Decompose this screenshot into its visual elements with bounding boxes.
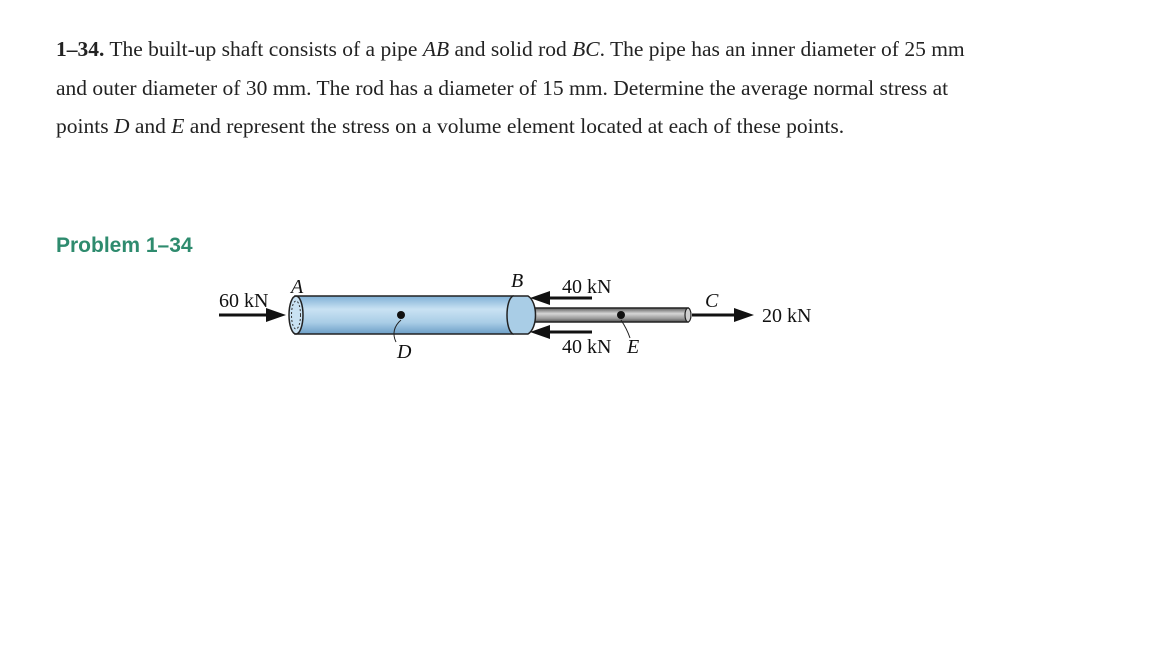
problem-number: 1–34. bbox=[56, 37, 105, 61]
problem-text-part: and solid rod bbox=[449, 37, 573, 61]
point-label-e: E bbox=[627, 336, 640, 358]
point-label-a: A bbox=[291, 276, 304, 298]
force-label-20kn: 20 kN bbox=[762, 305, 812, 327]
problem-text-part: and represent the stress on a volume element located at each of these points. bbox=[184, 114, 845, 138]
point-label-d: D bbox=[397, 341, 412, 363]
arrow-20kn bbox=[692, 308, 754, 322]
problem-var-e: E bbox=[171, 114, 185, 138]
force-label-60kn: 60 kN bbox=[219, 290, 269, 312]
problem-var-ab: AB bbox=[422, 37, 450, 61]
point-d-marker bbox=[397, 311, 405, 319]
problem-text-part: . The pipe has an inner diameter of 25 mm and outer diameter of 30 mm. The rod has a diameter of 15 mm. Determine the average normal stress at points bbox=[56, 37, 965, 138]
rod-bc bbox=[530, 308, 691, 322]
problem-var-bc: BC bbox=[572, 37, 600, 61]
problem-var-d: D bbox=[113, 114, 130, 138]
force-label-40kn-top: 40 kN bbox=[562, 276, 612, 298]
collar-b bbox=[507, 296, 536, 334]
force-label-40kn-bottom: 40 kN bbox=[562, 336, 612, 358]
figure-label: Problem 1–34 bbox=[56, 234, 193, 257]
point-label-b: B bbox=[511, 270, 524, 292]
point-e-marker bbox=[617, 311, 625, 319]
point-label-c: C bbox=[705, 290, 719, 312]
problem-text-part: and bbox=[129, 114, 172, 138]
problem-text-part: The built-up shaft consists of a pipe bbox=[104, 37, 423, 61]
